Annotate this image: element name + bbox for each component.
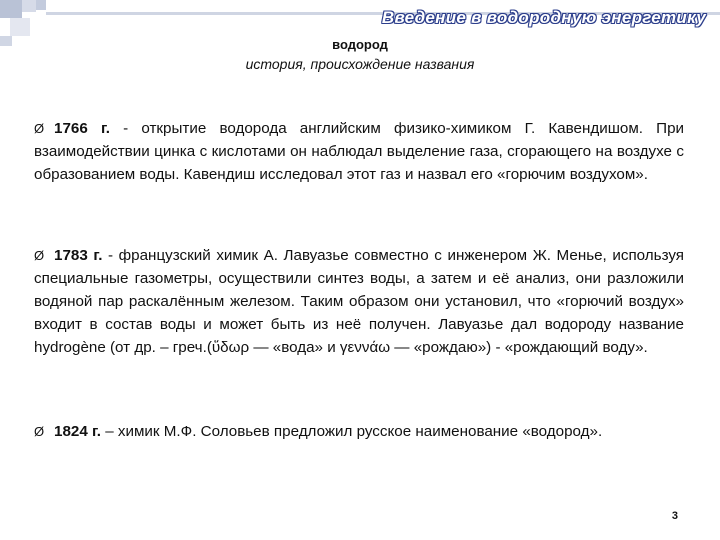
decor-square: [22, 0, 36, 12]
paragraph-1783: [34, 244, 684, 359]
paragraph-text: - французский химик А. Лавуазье совместно с инженером Ж. Менье, используя специальные газометры, осуществили синтез воды, а затем и её анализ, они разложили водяной пар раскалённым железом. Таким образом они установил, что «горючий воздух» входит в состав воды и может быть из неё получен. Лавуазье дал водороду название hydrogène (от др. – греч.(ὕδωρ — «вода» и γεννάω — «рождаю») - «рождающий воду».: [34, 247, 685, 356]
bullet-arrow-icon: Ø: [34, 248, 45, 263]
presentation-title: Введение в водородную энергетику: [381, 8, 706, 27]
paragraph-1824: [34, 420, 684, 443]
bullet-arrow-icon: Ø: [34, 121, 45, 136]
decor-square: [0, 0, 22, 18]
slide-subject: водород: [332, 37, 388, 52]
decor-square: [10, 18, 30, 36]
paragraph-year: 1766 г.: [54, 120, 110, 137]
page-number: 3: [671, 510, 678, 522]
bullet-arrow-icon: Ø: [34, 424, 45, 439]
paragraph-year: 1824 г.: [54, 423, 102, 440]
paragraph-year: 1783 г.: [54, 247, 103, 264]
slide-subtitle: история, происхождение названия: [245, 56, 475, 72]
decor-square: [36, 0, 46, 10]
paragraph-1766: [34, 117, 684, 186]
paragraph-text: – химик М.Ф. Соловьев предложил русское наименование «водород».: [101, 423, 603, 440]
paragraph-text: - открытие водорода английским физико-химиком Г. Кавендишом. При взаимодействии цинка с кислотами он наблюдал выделение газа, сгорающего на воздухе с образованием воды. Кавендиш исследовал этот газ и назвал его «горючим воздухом».: [34, 120, 684, 183]
